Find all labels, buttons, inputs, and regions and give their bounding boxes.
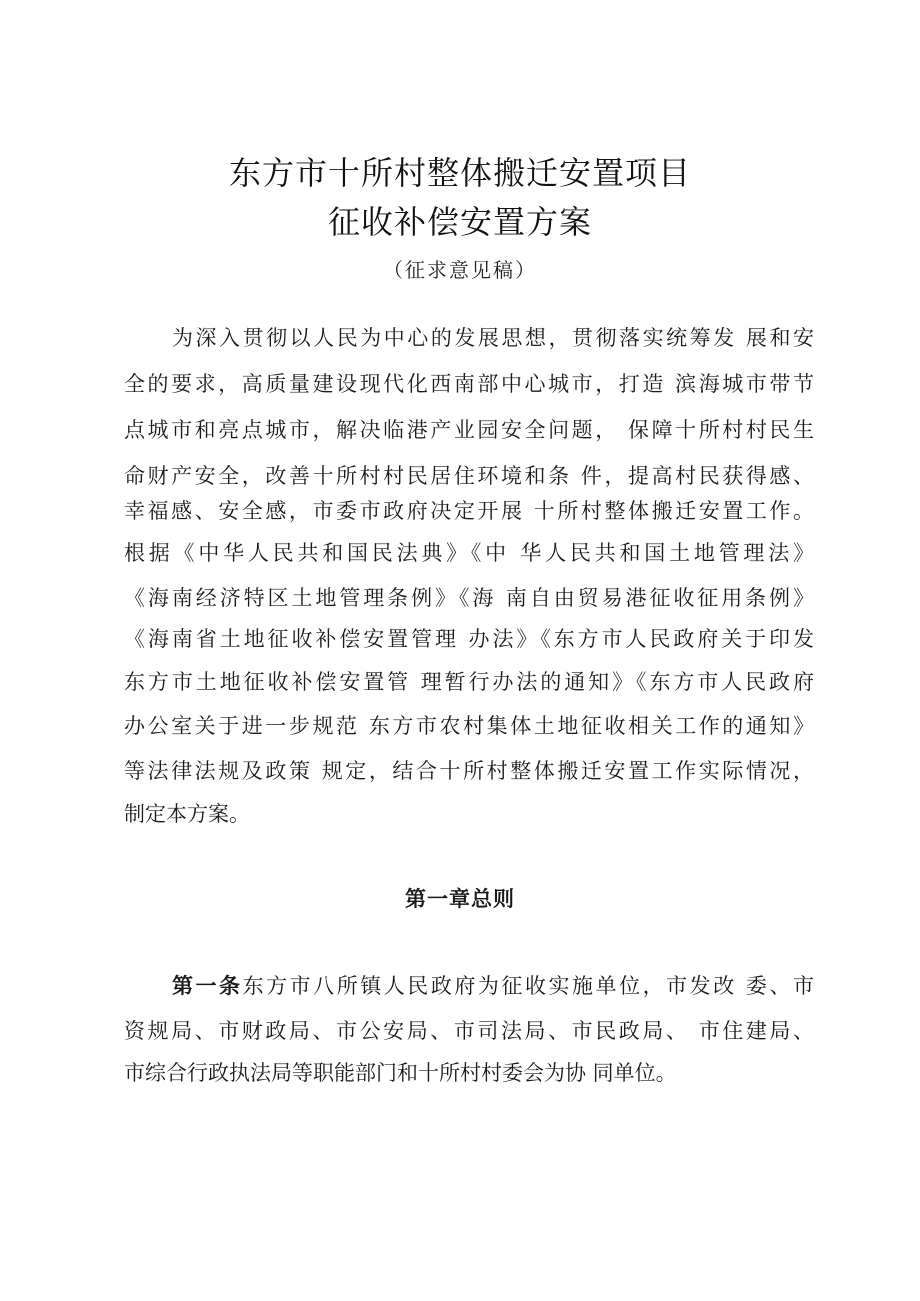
article-1-line bbox=[172, 971, 814, 1001]
intro-line: 点城市和亮点城市，解决临港产业园安全问题， 保障十所村村民生 bbox=[124, 418, 814, 442]
intro-line: 《海南经济特区土地管理条例》《海 南自由贸易港征收征用条例》 bbox=[124, 586, 814, 610]
intro-line: 等法律法规及政策 规定，结合十所村整体搬迁安置工作实际情况， bbox=[124, 759, 814, 783]
intro-line: 全的要求，高质量建设现代化西南部中心城市，打造 滨海城市带节 bbox=[124, 372, 814, 396]
intro-line: 东方市土地征收补偿安置管 理暂行办法的通知》《东方市人民政府 bbox=[124, 670, 814, 694]
intro-line: 办公室关于进一步规范 东方市农村集体土地征收相关工作的通知》 bbox=[124, 714, 814, 738]
chapter-heading: 第一章总则 bbox=[405, 887, 515, 911]
intro-line: 幸福感、安全感，市委市政府决定开展 十所村整体搬迁安置工作。 bbox=[124, 499, 814, 523]
document-subtitle: （征求意见稿） bbox=[383, 258, 537, 282]
intro-line: 为深入贯彻以人民为中心的发展思想，贯彻落实统筹发 展和安 bbox=[172, 326, 814, 350]
article-1-label: 第一条 bbox=[172, 974, 243, 998]
intro-line: 根据《中华人民共和国民法典》《中 华人民共和国土地管理法》 bbox=[124, 541, 814, 565]
article-1-text: 东方市八所镇人民政府为征收实施单位，市发改 委、市 bbox=[242, 974, 814, 998]
intro-line: 制定本方案。 bbox=[124, 802, 250, 826]
article-1-line: 资规局、市财政局、市公安局、市司法局、市民政局、 市住建局、 bbox=[124, 1019, 814, 1043]
article-1-line: 市综合行政执法局等职能部门和十所村村委会为协 同单位。 bbox=[124, 1061, 677, 1085]
intro-line: 命财产安全，改善十所村村民居住环境和条 件，提高村民获得感、 bbox=[124, 464, 814, 488]
document-title-line-1: 东方市十所村整体搬迁安置项目 bbox=[228, 154, 691, 192]
intro-line: 《海南省土地征收补偿安置管理 办法》《东方市人民政府关于印发 bbox=[124, 627, 814, 651]
document-title-line-2: 征收补偿安置方案 bbox=[327, 203, 592, 241]
